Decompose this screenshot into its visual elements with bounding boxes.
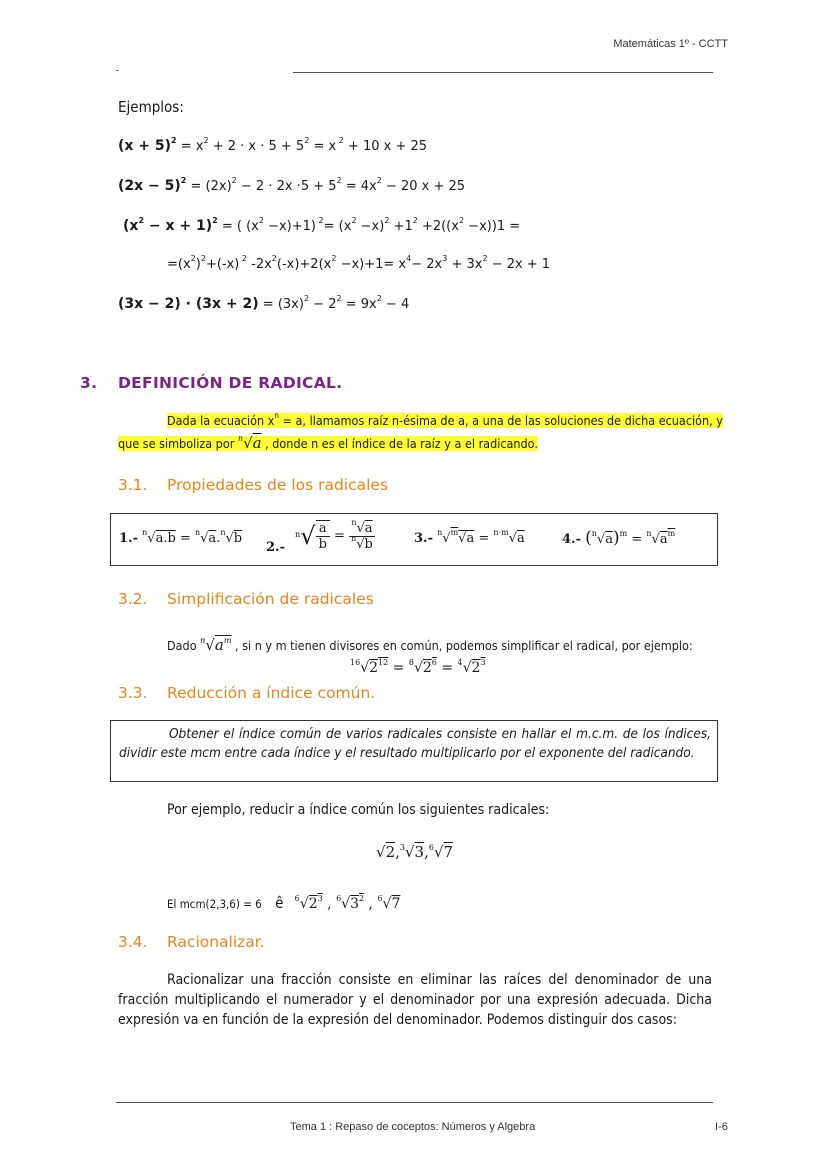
subsection-3-3: 3.3. Reducción a índice común. [118, 684, 376, 702]
section-heading: 3. DEFINICIÓN DE RADICAL. [80, 374, 343, 392]
subsection-3-4: 3.4. Racionalizar. [118, 933, 265, 951]
property-1: 1.- $^n$√a.b = $^n$√a.$^n$√b [119, 528, 243, 546]
simplification-example: $^{16}√2^{12} = ^8√2^6 = ^4√2^3$ [350, 658, 486, 676]
arrow-icon: ê [275, 894, 284, 912]
property-2: 2.- $^n$√ $\frac{a}{b}$ = $\frac{^n√a}{^n√b}$ [266, 517, 373, 555]
property-3: 3.- $^n$√$^m$√a = $^{n\cdot m}$√a [414, 528, 525, 546]
common-index-example-intro: Por ejemplo, reducir a índice común los siguientes radicales: [167, 802, 550, 818]
nth-root-a-m: $^n√a^m$ [200, 636, 232, 654]
definition-line-2: que se simboliza por $^n$√a , donde n es el índice de la raíz y a el radicando. [118, 434, 538, 452]
radicals-list: √2,$^3$√3,$^6$√7 [376, 843, 454, 861]
footer-title: Tema 1 : Repaso de coceptos: Números y Algebra [290, 1121, 536, 1133]
subsection-3-1: 3.1. Propiedades de los radicales [118, 476, 389, 494]
property-4: 4.- $(^n√a)^m = ^n√a^m$ [562, 528, 676, 548]
properties-box [110, 513, 718, 566]
common-index-box [110, 720, 718, 782]
header-subject: Matemáticas 1º - CCTT [613, 38, 728, 50]
rationalize-text: Racionalizar una fracción consiste en eliminar las raíces del denominador de una fracción multiplicando el numerador y el denominador por una expresión adecuada. Dicha expresión va en función de la expresión del denominador. Podemos distinguir dos casos: [118, 972, 712, 1028]
example-3-continued: $=(x^2)^2+(-x)$ $^2$ $-2x^2(-x)+2(x^2 -x)+1= x^4- 2x^3 + 3x^2 - 2x + 1$ [167, 254, 551, 272]
example-1: $(x + 5)^2 = x^2 + 2 \cdot x \cdot 5 + 5^2 = x$ $^2$ + 10 x + 25 [118, 136, 428, 154]
simplification-text: Dado $^n√a^m$ , si n y m tienen divisores en común, podemos simplificar el radical, por ejemplo: [167, 636, 693, 654]
example-4: $(3x - 2) \cdot (3x + 2) = (3x)^2 - 2^2 = 9x^2 - 4$ [118, 294, 410, 312]
nth-root-a: $^n$√a [237, 434, 262, 452]
header-rule [293, 72, 713, 73]
mcm-line: El mcm(2,3,6) = 6 ê $^6√2^3$ , $^6√3^2$ , $^6$√7 [167, 894, 401, 912]
example-2: $(2x - 5)^2 = (2x)^2 - 2 \cdot 2x \cdot 5 + 5^2 = 4x^2 - 20$ x + 25 [118, 176, 466, 194]
subsection-3-2: 3.2. Simplificación de radicales [118, 590, 374, 608]
definition-line-1: Dada la ecuación $x^n = a$, llamamos raíz n-ésima de a, a una de las soluciones de dicha ecuación, y [167, 411, 723, 428]
footer-rule [116, 1102, 713, 1103]
page-number: I-6 [715, 1121, 728, 1133]
example-3: $(x^2 - x + 1)^2$ = ( $(x^2 -x)+1$) $^2= (x^2 -x)^2 +1^2 +2((x^2 -x))1$ = [123, 216, 521, 234]
examples-label: Ejemplos: [118, 98, 184, 116]
header-mark [116, 70, 119, 71]
common-index-definition: Obtener el índice común de varios radicales consiste en hallar el m.c.m. de los índices, dividir este mcm entre cada índice y el resultado multiplicarlo por el exponente del radicando. [119, 726, 711, 761]
